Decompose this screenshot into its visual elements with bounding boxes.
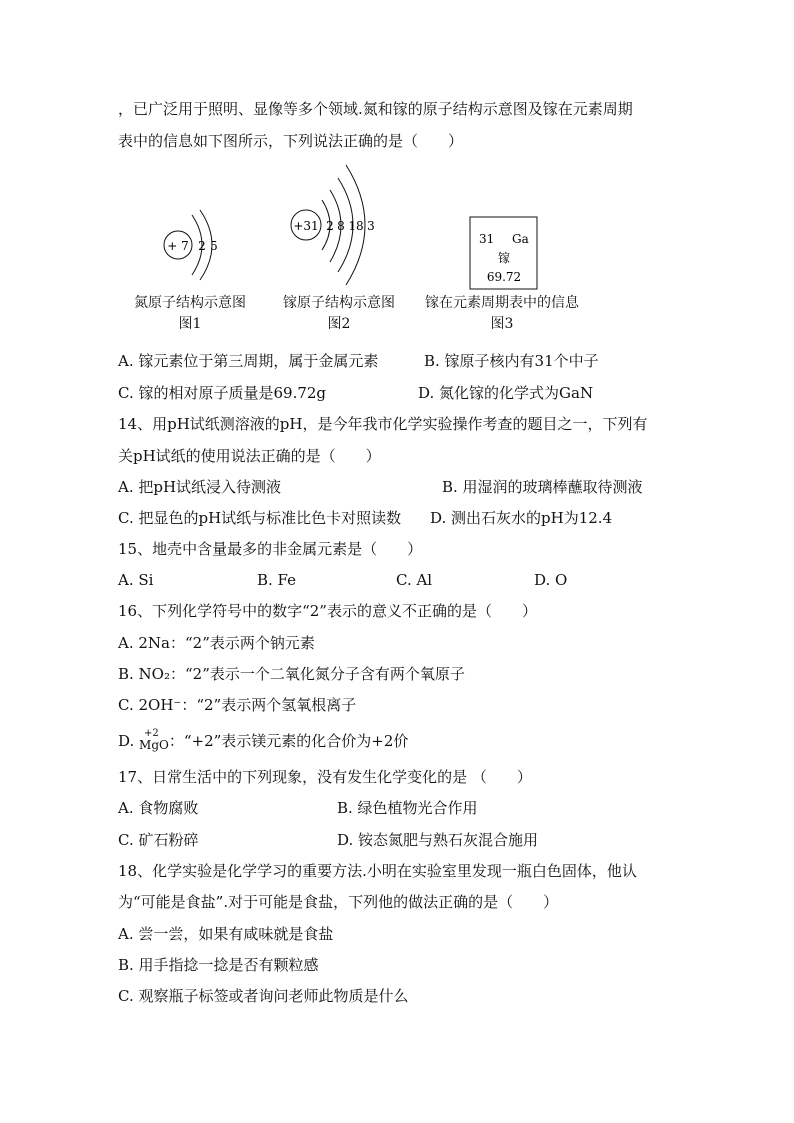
q18-option-c: C. 观察瓶子标签或者询问老师此物质是什么 — [118, 987, 409, 1005]
q18-stem-line-1: 18、化学实验是化学学习的重要方法.小明在实验室里发现一瓶白色固体，他认 — [118, 862, 637, 880]
cell-symbol: Ga — [512, 232, 529, 246]
mgo-formula — [139, 728, 169, 755]
figure3-label: 图3 — [490, 316, 514, 332]
q16-option-d — [118, 728, 409, 755]
intro-line-2: 表中的信息如下图所示，下列说法正确的是（ ） — [118, 132, 464, 150]
figure2-caption — [249, 293, 429, 335]
cell-atomic-mass: 69.72 — [486, 270, 522, 284]
q14-option-b: B. 用湿润的玻璃棒蘸取待测液 — [442, 478, 643, 496]
q16-option-d-prefix: D. — [118, 732, 135, 750]
figure-diagrams — [0, 0, 794, 300]
cell-atomic-number: 31 — [479, 232, 495, 246]
q18-option-a: A. 尝一尝，如果有咸味就是食盐 — [118, 925, 334, 943]
q16-option-b: B. NO₂：“2”表示一个二氧化氮分子含有两个氧原子 — [118, 665, 465, 683]
q13-option-b: B. 镓原子核内有31个中子 — [424, 352, 599, 370]
q17-option-b: B. 绿色植物光合作用 — [337, 799, 478, 817]
q13-option-a: A. 镓元素位于第三周期，属于金属元素 — [118, 352, 379, 370]
cell-element-name: 镓 — [497, 251, 511, 265]
q17-option-d: D. 铵态氮肥与熟石灰混合施用 — [337, 831, 539, 849]
nitrogen-nucleus-label: + 7 — [167, 239, 189, 253]
q13-option-c: C. 镓的相对原子质量是69.72g — [118, 384, 327, 402]
gallium-nucleus-label: +31 — [293, 219, 319, 233]
figure1-label: 图1 — [178, 316, 202, 332]
q15-option-a: A. Si — [118, 571, 154, 589]
q17-stem: 17、日常生活中的下列现象，没有发生化学变化的是 （ ） — [118, 768, 532, 786]
q14-option-c: C. 把显色的pH试纸与标准比色卡对照读数 — [118, 509, 402, 527]
figure3-caption-text: 镓在元素周期表中的信息 — [425, 295, 579, 311]
nitrogen-atom-diagram — [164, 210, 218, 280]
figure2-caption-text: 镓原子结构示意图 — [283, 295, 395, 311]
q18-stem-line-2: 为“可能是食盐”.对于可能是食盐，下列他的做法正确的是（ ） — [118, 893, 559, 911]
q16-option-a: A. 2Na：“2”表示两个钠元素 — [118, 634, 315, 652]
q14-option-d: D. 测出石灰水的pH为12.4 — [430, 509, 613, 527]
q18-option-b: B. 用手指捻一捻是否有颗粒感 — [118, 956, 319, 974]
q16-option-d-text: ：“+2”表示镁元素的化合价为+2价 — [168, 732, 409, 750]
gallium-shell-2: 8 — [337, 219, 345, 233]
q15-stem: 15、地壳中含量最多的非金属元素是（ ） — [118, 540, 423, 558]
q15-option-b: B. Fe — [257, 571, 297, 589]
q17-option-c: C. 矿石粉碎 — [118, 831, 199, 849]
q15-option-c: C. Al — [396, 571, 433, 589]
gallium-shell-1: 2 — [326, 219, 334, 233]
figure3-caption — [412, 293, 592, 335]
q17-option-a: A. 食物腐败 — [118, 799, 199, 817]
figure2-label: 图2 — [327, 316, 351, 332]
gallium-periodic-cell — [470, 217, 537, 289]
q16-option-c: C. 2OH⁻：“2”表示两个氢氧根离子 — [118, 696, 357, 714]
q14-option-a: A. 把pH试纸浸入待测液 — [118, 478, 282, 496]
figure1-caption-text: 氮原子结构示意图 — [134, 295, 246, 311]
gallium-atom-diagram — [291, 165, 375, 285]
q16-stem: 16、下列化学符号中的数字“2”表示的意义不正确的是（ ） — [118, 602, 537, 620]
mgo-charge: +2 — [144, 728, 159, 739]
q14-stem-line-1: 14、用pH试纸测溶液的pH，是今年我市化学实验操作考查的题目之一，下列有 — [118, 415, 648, 433]
nitrogen-shell-2: 5 — [210, 239, 218, 253]
gallium-shell-3: 18 — [348, 219, 364, 233]
intro-line-1: ，已广泛用于照明、显像等多个领域.氮和镓的原子结构示意图及镓在元素周期 — [118, 100, 633, 118]
q13-option-d: D. 氮化镓的化学式为GaN — [418, 384, 594, 402]
nitrogen-shell-1: 2 — [198, 239, 206, 253]
gallium-shell-4: 3 — [367, 219, 375, 233]
mgo-symbol: MgO — [139, 738, 169, 752]
q15-option-d: D. O — [534, 571, 568, 589]
q14-stem-line-2: 关pH试纸的使用说法正确的是（ ） — [118, 447, 381, 465]
